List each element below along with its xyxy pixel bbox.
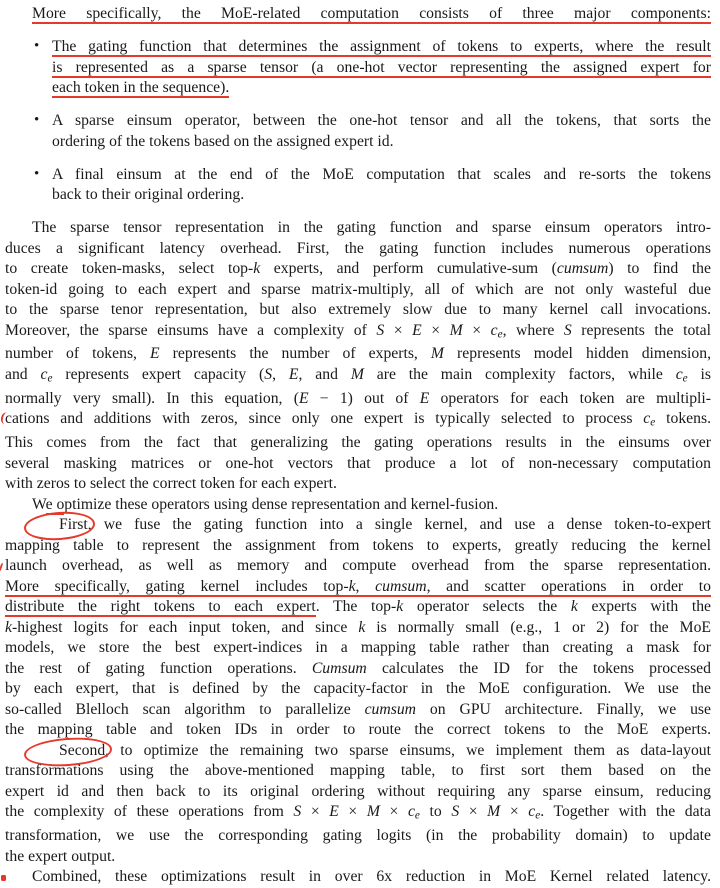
text-run: E [150, 345, 160, 363]
text-line [5, 365, 711, 389]
text-run: transformation, we use the corresponding gating logits (in the probability domain) to update [5, 827, 711, 845]
text-line [5, 454, 711, 475]
text-run: represents the number of experts, [159, 345, 431, 363]
text-run: W [32, 495, 46, 513]
red-underlined-text: e o [45, 495, 65, 513]
text-run: models, we store the best expert-indices in a mapping table rather than creating a mask for [5, 639, 711, 657]
text-run: ptimize these operators using dense representation and kernel-fusion. [64, 495, 499, 513]
text-run: to create token-masks, select top- [5, 260, 254, 277]
text-line [52, 185, 711, 206]
text-run: so-called Blelloch scan algorithm to parallelize [5, 700, 365, 718]
text-run: E [329, 803, 339, 821]
red-underlined-text: The gating function that determines the assignment of tokens to experts, where the result [52, 38, 711, 55]
text-line [5, 280, 711, 301]
text-run: -highest logits for each input token, and since [11, 618, 359, 636]
bullet-item [5, 165, 711, 206]
text-line [5, 300, 711, 321]
red-underlined-text: , and scatter operations in order to [426, 577, 712, 595]
red-circled-word: Second, [32, 741, 109, 762]
text-run: c [528, 803, 536, 821]
text-run: S [264, 365, 273, 383]
text-line [5, 618, 711, 639]
text-line [5, 239, 711, 260]
text-run: cations and additions with zeros, since only one expert is typically selected to process [5, 410, 644, 428]
text-line [5, 344, 711, 365]
text-line [52, 78, 711, 99]
paragraph [5, 218, 711, 495]
text-run: S [376, 321, 385, 339]
text-run: c [675, 365, 683, 383]
text-run: ordering of the tokens based on the assigned expert id. [52, 132, 394, 150]
text-line [52, 165, 711, 186]
text-line [5, 4, 711, 25]
text-line [5, 867, 711, 888]
text-run: is [687, 365, 712, 383]
text-line [5, 679, 711, 700]
text-line [52, 37, 711, 58]
text-run: e [650, 416, 656, 429]
red-circled-word: First, [32, 515, 92, 536]
text-run: − 1) out of [308, 389, 420, 407]
red-underlined-text: distribute the right tokens to each expert [5, 598, 316, 616]
text-run: experts, and perform cumulative-sum ( [260, 260, 557, 277]
text-line [5, 495, 711, 516]
text-line [5, 761, 711, 782]
text-run: k [358, 618, 366, 636]
text-line [5, 218, 711, 239]
text-run: e [682, 372, 688, 385]
text-run: S [293, 803, 302, 821]
text-run: cumsum [556, 260, 609, 277]
text-run: k [396, 598, 404, 616]
text-run: , [272, 365, 289, 383]
text-run: c [40, 365, 48, 383]
text-run: represents model hidden dimension, [444, 345, 711, 363]
text-line [5, 638, 711, 659]
text-line [5, 259, 711, 280]
text-run: This comes from the fact that generalizing the gating operations results in the einsums over [5, 434, 711, 452]
text-run: represents expert capacity ( [52, 365, 265, 383]
text-line [5, 474, 711, 495]
text-run: × [421, 321, 450, 339]
text-run: E [288, 365, 299, 383]
text-run: Cumsum [311, 659, 367, 677]
text-run: transformations using the above-mentioned mapping table, to first sort them based on the [5, 762, 711, 780]
paragraph [5, 495, 711, 516]
text-run: k [253, 260, 261, 277]
text-line [5, 720, 711, 741]
text-run: e [47, 372, 53, 385]
text-run: e [535, 809, 541, 822]
bullet-dot-icon: • [34, 38, 40, 54]
text-run: with zeros to select the correct token for each expert. [5, 475, 337, 493]
text-run: E [419, 389, 430, 407]
text-run: by each expert, that is defined by the capacity-factor in the MoE configuration. We use the [5, 680, 711, 698]
red-underlined-text: k [348, 577, 356, 595]
text-run: calculates the ID for the tokens processed [366, 659, 711, 677]
text-run: M [430, 345, 444, 363]
text-run: back to their original ordering. [52, 186, 245, 203]
text-run: E [412, 321, 422, 339]
text-run: is normally small (e.g., 1 or 2) for the MoE [365, 618, 712, 636]
text-line [52, 111, 711, 132]
margin-sliver-annotation-icon [0, 563, 4, 572]
text-line [5, 700, 711, 721]
text-run: the complexity of these operations from [5, 803, 294, 821]
text-line [5, 597, 711, 618]
text-line [5, 782, 711, 803]
text-run: duces a significant latency overhead. First, the gating function includes numerous operations [5, 239, 711, 257]
text-run: E [298, 389, 309, 407]
text-run: token-id going to each expert and sparse matrix-multiply, all of which are not only wasteful due [5, 280, 711, 298]
text-run: , where [502, 321, 564, 339]
text-run: M [366, 803, 380, 821]
text-run: × [500, 803, 529, 821]
text-run: cumsum [364, 700, 416, 718]
text-run: the expert output. [5, 847, 116, 865]
text-run: c [407, 803, 415, 821]
red-underlined-text: More specifically, the MoE-related computation consists of three major components: [32, 5, 711, 22]
red-underlined-text: More specifically, gating kernel includes top- [5, 577, 349, 595]
text-run: represents the total [571, 321, 711, 339]
text-line [5, 409, 711, 433]
text-run: A final einsum at the end of the MoE computation that scales and re-sorts the tokens [52, 165, 711, 183]
text-line [5, 515, 711, 536]
text-run: the rest of gating function operations. [5, 659, 312, 677]
text-run: × [301, 803, 330, 821]
text-run: normally very small). In this equation, ( [5, 389, 299, 407]
text-run: operator selects the [403, 598, 571, 616]
text-run: are the main complexity factors, while [363, 365, 676, 383]
text-run: . Together with the data [540, 803, 711, 821]
text-run: Moreover, the sparse einsums have a complexity of [5, 321, 377, 339]
text-run: M [449, 321, 463, 339]
text-run: mapping table to represent the assignment from tokens to experts, greatly reducing the kernel [5, 536, 711, 554]
text-run: . The top- [315, 598, 397, 616]
red-underlined-text: is represented as a sparse tensor (a one-hot vector representing the assigned expert for [52, 58, 711, 76]
text-run: several masking matrices or one-hot vectors that produce a lot of non-necessary computation [5, 454, 711, 472]
text-run: to the sparse tenor representation, but also extremely slow due to many kernel call invocations. [5, 301, 711, 318]
text-line [5, 802, 711, 826]
text-line [5, 659, 711, 680]
text-run: , and [298, 365, 351, 383]
red-underlined-text: , [355, 577, 376, 595]
text-run: operators for each token are multipli- [429, 389, 711, 407]
text-run: × [384, 321, 413, 339]
text-run: and [5, 365, 41, 383]
text-run: to [419, 803, 452, 821]
text-run: the mapping table and token IDs in order to route the correct tokens to the MoE experts. [5, 721, 711, 739]
paragraph [5, 867, 711, 888]
text-run: launch overhead, as well as memory and compute overhead from the sparse representation. [5, 557, 711, 575]
text-run: to optimize the remaining two sparse einsums, we implement them as data-layout [109, 741, 711, 759]
text-line [52, 58, 711, 79]
paragraph [5, 4, 711, 25]
text-run: A sparse einsum operator, between the one-hot tensor and all the tokens, that sorts the [52, 112, 711, 129]
text-run: c [643, 410, 651, 428]
text-run: experts with the [577, 598, 711, 616]
text-line [52, 132, 711, 153]
bullet-item [5, 111, 711, 152]
text-line [5, 826, 711, 847]
text-line [5, 389, 711, 410]
text-run: S [563, 321, 572, 339]
text-run: S [451, 803, 460, 821]
text-run: k [570, 598, 578, 616]
text-run: e [414, 809, 420, 822]
text-run: M [487, 803, 501, 821]
text-run: expert id and then back to its original ordering without requiring any sparse einsum, reducing [5, 782, 711, 800]
bullet-dot-icon: • [34, 165, 40, 182]
text-run: The sparse tensor representation in the gating function and sparse einsum operators intro- [32, 219, 711, 236]
text-run: k [5, 618, 12, 636]
text-run: number of tokens, [5, 345, 151, 363]
text-run: ) to find the [608, 260, 711, 277]
text-run: × [459, 803, 488, 821]
text-line [5, 433, 711, 454]
text-run: c [490, 321, 498, 339]
red-underlined-text: each token in the sequence). [52, 79, 230, 96]
bullet-item [5, 37, 711, 99]
text-run: e [497, 327, 503, 340]
text-line [5, 321, 711, 345]
red-underlined-text: cumsum [375, 577, 427, 595]
text-run: Combined, these optimizations result in over 6x reduction in MoE Kernel related latency. [32, 868, 711, 886]
text-run: we fuse the gating function into a single kernel, and use a dense token-to-expert [91, 516, 711, 534]
text-line [5, 847, 711, 868]
text-run: × [462, 321, 491, 339]
text-run: × [379, 803, 408, 821]
paragraph [5, 741, 711, 867]
text-line [5, 577, 711, 598]
text-run: M [350, 365, 364, 383]
text-line [5, 556, 711, 577]
text-run: × [338, 803, 367, 821]
bullet-dot-icon: • [34, 112, 40, 128]
text-run: tokens. [655, 410, 711, 428]
text-run: on GPU architecture. Finally, we use [416, 700, 711, 718]
text-line [5, 536, 711, 557]
paragraph [5, 515, 711, 741]
text-line [5, 741, 711, 762]
